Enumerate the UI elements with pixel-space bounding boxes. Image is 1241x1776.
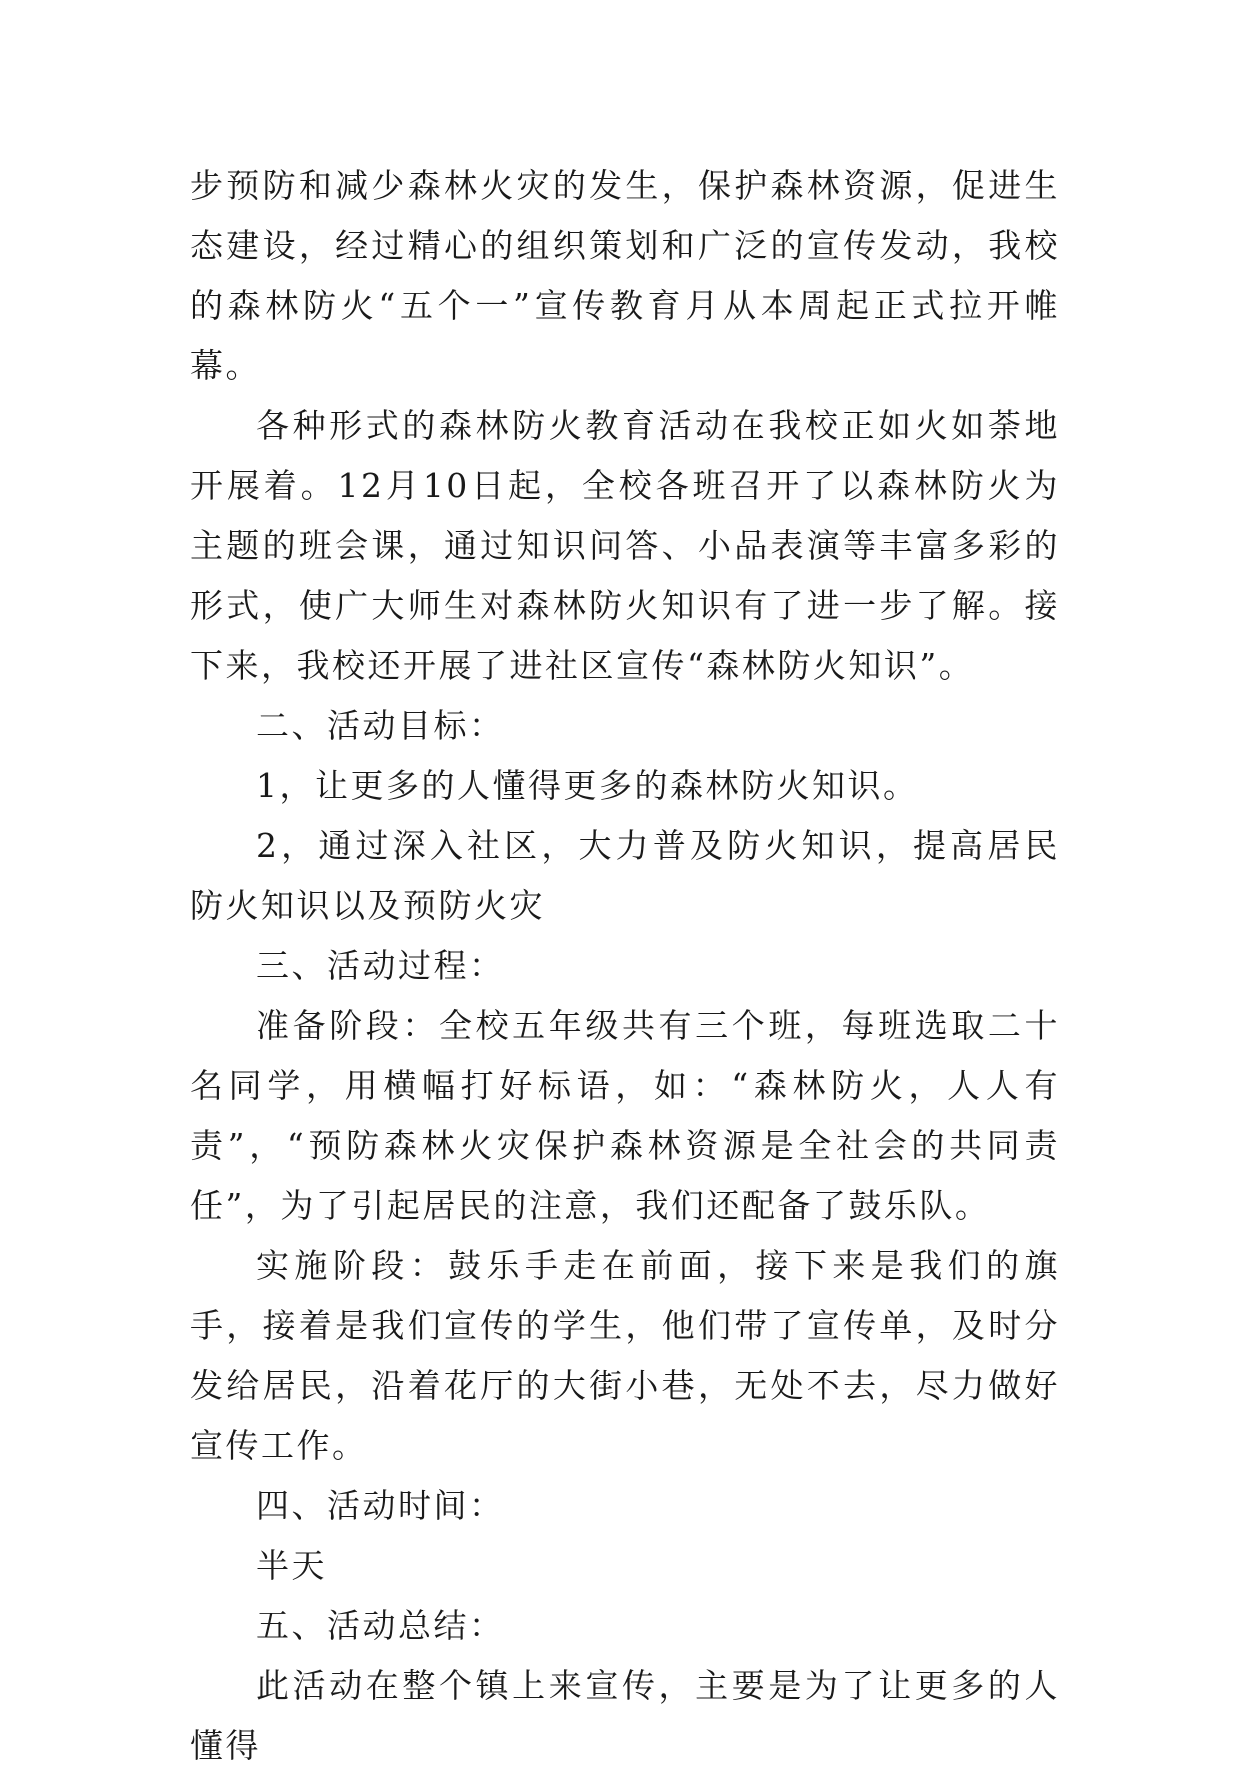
document-body [190,156,1060,1776]
paragraph-time-value: 半天 [256,1546,327,1585]
paragraph-intro-continued: 步预防和减少森林火灾的发生，保护森林资源，促进生态建设，经过精心的组织策划和广泛的宣传发动，我校的森林防火“五个一”宣传教育月从本周起正式拉开帷幕。 [190,166,1060,385]
goal-item-2: 2，通过深入社区，大力普及防火知识，提高居民防火知识以及预防火灾 [190,826,1060,925]
heading-goals: 二、活动目标： [256,706,505,745]
heading-process: 三、活动过程： [256,946,505,985]
heading-time: 四、活动时间： [256,1486,505,1525]
paragraph-activities: 各种形式的森林防火教育活动在我校正如火如荼地开展着。12月10日起，全校各班召开了以森林防火为主题的班会课，通过知识问答、小品表演等丰富多彩的形式，使广大师生对森林防火知识有了进一步了解。接下来，我校还开展了进社区宣传“森林防火知识”。 [190,406,1060,685]
goal-item-1: 1，让更多的人懂得更多的森林防火知识。 [256,766,919,805]
paragraph-implementation: 实施阶段：鼓乐手走在前面，接下来是我们的旗手，接着是我们宣传的学生，他们带了宣传单，及时分发给居民，沿着花厅的大街小巷，无处不去，尽力做好宣传工作。 [190,1246,1060,1465]
paragraph-summary: 此活动在整个镇上来宣传，主要是为了让更多的人懂得 [190,1666,1060,1765]
paragraph-preparation: 准备阶段：全校五年级共有三个班，每班选取二十名同学，用横幅打好标语，如：“森林防火，人人有责”，“预防森林火灾保护森林资源是全社会的共同责任”，为了引起居民的注意，我们还配备了鼓乐队。 [190,1006,1060,1225]
heading-summary: 五、活动总结： [256,1606,505,1645]
